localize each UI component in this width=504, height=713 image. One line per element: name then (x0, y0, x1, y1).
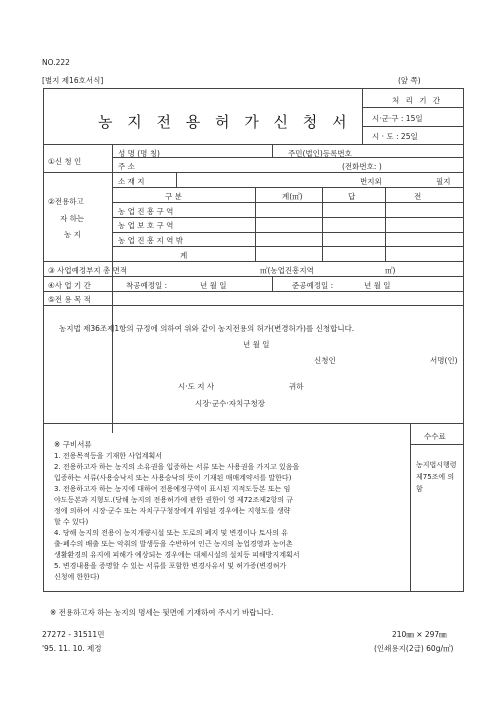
fee-line: 제75조에 의 (416, 473, 455, 481)
farmland-label-2: 자 하는 (60, 214, 85, 223)
period-label: ④사 업 기 간 (48, 281, 91, 290)
id-number-label: 주민(법인)등록번호 (288, 149, 352, 158)
area-unit-1: ㎡(농업진흥지역 (260, 266, 314, 275)
lot-label: 번지외 (360, 177, 382, 186)
document-line: 1. 전용목적등을 기재한 사업계획서 (54, 452, 163, 460)
form-title: 농 지 전 용 허 가 신 청 서 (98, 113, 352, 131)
end-date-value[interactable]: 년 월 일 (364, 281, 391, 290)
signer-label: 신청인 (314, 356, 336, 365)
fee-line: 함 (416, 485, 423, 493)
applicant-label: ①신 청 인 (48, 157, 82, 166)
col-field-header: 전 (414, 192, 422, 201)
documents-title: ※ 구비서류 (54, 440, 92, 449)
document-line: 출·폐수의 배출 또는 악취의 발생등을 수반하여 인근 농지의 농업경영과 농어촌 (54, 540, 293, 548)
zone-total: 계 (180, 251, 188, 260)
processing-sigungu: 시·군·구 : 15일 (372, 114, 423, 123)
form-number: NO.222 (42, 58, 70, 67)
farmland-label-3: 농 지 (64, 230, 81, 239)
zone-row-3: 농 업 진 흥 지 역 밖 (118, 236, 184, 245)
fee-line: 농지법시행령 (416, 461, 457, 469)
processing-period-label: 처 리 기 간 (392, 96, 443, 105)
purpose-label: ⑤전 용 목 적 (48, 295, 91, 304)
document-line: 5. 변경내용을 증명할 수 있는 서류를 포함한 변경사유서 및 허가증(변경허가 (54, 562, 287, 570)
declaration-date: 년 월 일 (243, 340, 270, 349)
document-line: 3. 전용하고자 하는 농지에 대하여 전용예정구역이 표시된 지적도등본 또는 임 (54, 485, 291, 493)
area-unit-2: ㎡) (385, 266, 396, 275)
document-line: 생활환경의 유지에 피해가 예상되는 경우에는 대체시설의 설치등 피해방지계획서 (54, 551, 300, 559)
document-line: 할 수 있다) (54, 518, 89, 526)
document-line: 신청에 한한다) (54, 573, 100, 581)
document-line: 4. 당해 농지의 전용이 농지개량시설 또는 도로의 폐지 및 변경이나 토사의 유 (54, 529, 289, 537)
location-label: 소 재 지 (118, 177, 145, 186)
phone-field[interactable]: (전화번호: ) (342, 162, 382, 171)
start-date-label: 착공예정일 : (126, 281, 168, 290)
processing-sido: 시 · 도 : 25일 (372, 132, 418, 141)
zone-row-1: 농 업 진 흥 구 역 (118, 207, 174, 216)
declaration-text: 농지법 제36조제1항의 규정에 의하여 위와 같이 농지전용의 허가(변경허가)를 신청합니다. (59, 324, 355, 333)
document-line: 입증하는 서류(사용승낙서 또는 사용승낙의 뜻이 기재된 매매계약서를 말한다) (54, 474, 292, 482)
col-total-header: 계(㎡) (282, 192, 303, 201)
enactment-date: '95. 11. 10. 제정 (42, 644, 102, 653)
farmland-label-1: ②전용하고 (48, 197, 84, 206)
addressee-honorific: 귀하 (289, 382, 304, 391)
zone-row-2: 농 업 보 호 구 역 (118, 221, 174, 230)
document-line: 2. 전용하고자 하는 농지의 소유권을 입증하는 서류 또는 사용권을 가지고 있음을 (54, 463, 300, 471)
start-date-value[interactable]: 년 월 일 (200, 281, 227, 290)
paper-size: 210㎜ × 297㎜ (392, 630, 447, 639)
col-paddy-header: 답 (348, 192, 356, 201)
addressee-mayor: 시장·군수·자치구청장 (195, 399, 265, 408)
fee-label: 수수료 (424, 432, 446, 441)
name-label: 성 명 (명 칭) (118, 149, 160, 158)
document-line: 야도등본과 지형도.(당해 농지의 전용허가에 관한 권한이 영 제72조제2항의 규 (54, 496, 293, 504)
site-area-label: ③ 사업예정부지 총 면적 (48, 266, 128, 275)
annex-label: [별지 제16호서식] (42, 76, 104, 85)
address-label: 주 소 (118, 162, 135, 171)
addressee-governor: 시·도 지 사 (178, 382, 215, 391)
front-page-label: (앞 쪽) (398, 76, 421, 85)
parcels-label: 필지 (436, 177, 451, 186)
detail-note: ※ 전용하고자 하는 농지의 명세는 뒷면에 기재하여 주시기 바랍니다. (50, 608, 274, 617)
col-type-header: 구 분 (165, 192, 182, 201)
print-code: 27272 - 31511민 (42, 630, 105, 639)
paper-grade: (인쇄용지(2급) 60g/㎡) (374, 644, 454, 653)
document-line: 정에 의하여 시장·군수 또는 자치구구청장에게 위임된 경우에는 지형도를 생략 (54, 507, 291, 515)
end-date-label: 준공예정일 : (292, 281, 334, 290)
signature-label: 서명(인) (430, 356, 458, 365)
